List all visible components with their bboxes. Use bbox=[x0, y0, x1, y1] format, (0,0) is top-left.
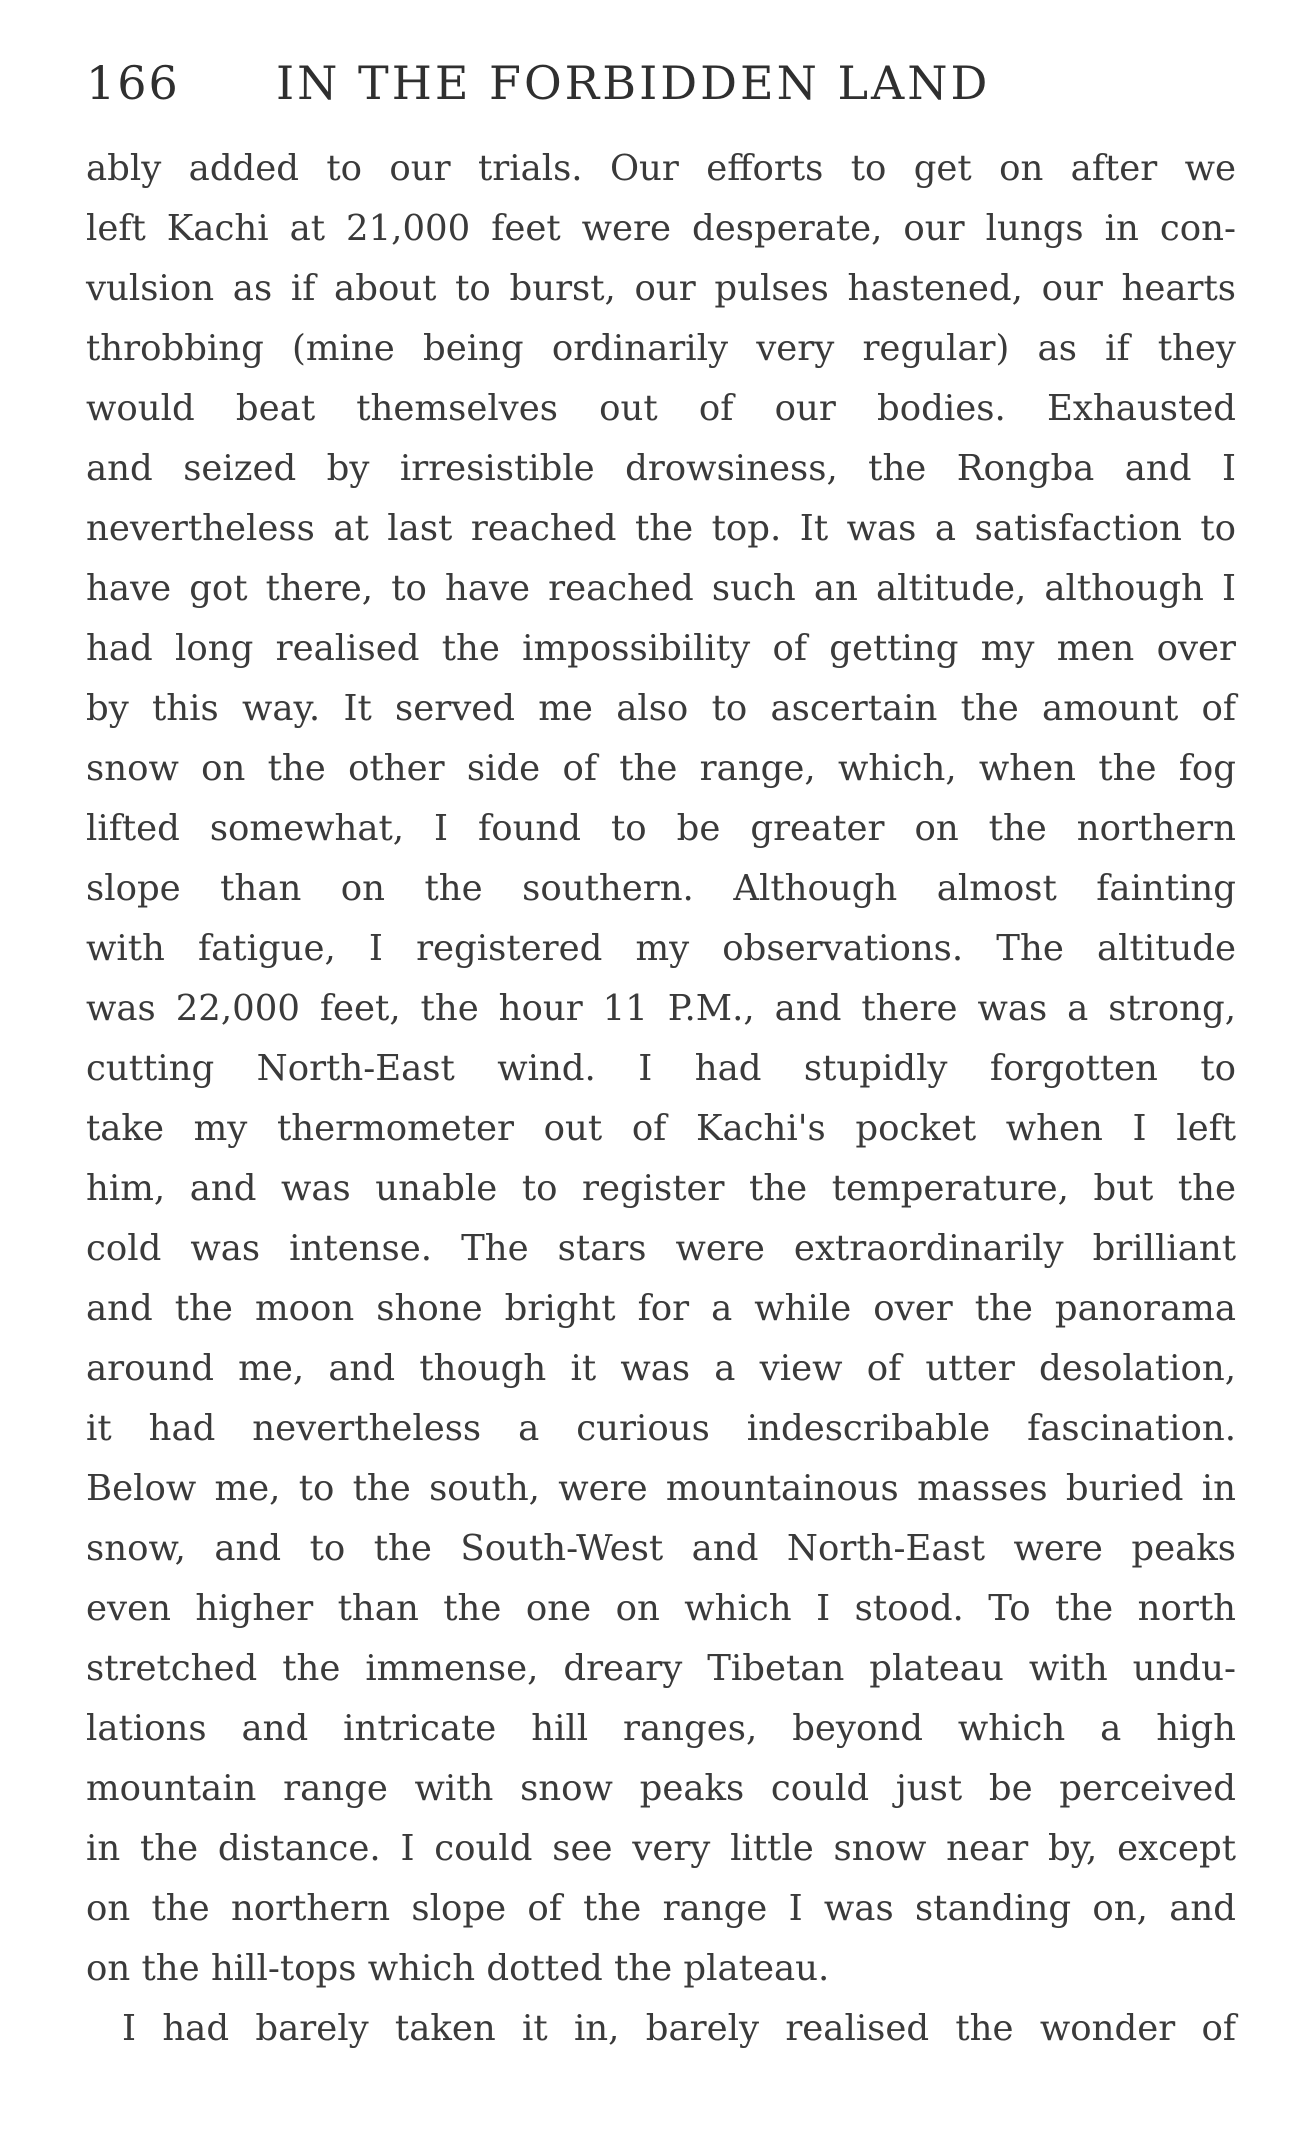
text-line: in the distance. I could see very little snow near by, except bbox=[86, 1828, 1236, 1869]
text-line: slope than on the southern. Although almost fainting bbox=[86, 868, 1236, 909]
text-line: him, and was unable to register the temperature, but the bbox=[86, 1168, 1236, 1209]
text-line: lifted somewhat, I found to be greater on the northern bbox=[86, 808, 1236, 849]
text-line: and seized by irresistible drowsiness, the Rongba and I bbox=[86, 448, 1236, 489]
text-line: ably added to our trials. Our efforts to get on after we bbox=[86, 148, 1236, 189]
text-line: cold was intense. The stars were extraordinarily brilliant bbox=[86, 1228, 1236, 1269]
text-line: cutting North-East wind. I had stupidly forgotten to bbox=[86, 1048, 1236, 1089]
text-line: have got there, to have reached such an altitude, although I bbox=[86, 568, 1236, 609]
running-head bbox=[86, 56, 1236, 116]
text-line: around me, and though it was a view of utter desolation, bbox=[86, 1348, 1236, 1389]
text-line: stretched the immense, dreary Tibetan plateau with undu- bbox=[86, 1648, 1236, 1689]
text-line: by this way. It served me also to ascertain the amount of bbox=[86, 688, 1236, 729]
body-text bbox=[86, 139, 1236, 2059]
text-line: on the northern slope of the range I was standing on, and bbox=[86, 1888, 1236, 1929]
running-title: IN THE FORBIDDEN LAND bbox=[276, 56, 991, 110]
text-line: take my thermometer out of Kachi's pocket when I left bbox=[86, 1108, 1236, 1149]
text-line: Below me, to the south, were mountainous masses buried in bbox=[86, 1468, 1236, 1509]
text-line: with fatigue, I registered my observations. The altitude bbox=[86, 928, 1236, 969]
text-line: mountain range with snow peaks could just be perceived bbox=[86, 1768, 1236, 1809]
text-line-paragraph-end: on the hill-tops which dotted the plateau. bbox=[86, 1948, 830, 1989]
text-line: it had nevertheless a curious indescribable fascination. bbox=[86, 1408, 1236, 1449]
text-line: vulsion as if about to burst, our pulses hastened, our hearts bbox=[86, 268, 1236, 309]
text-line: nevertheless at last reached the top. It was a satisfaction to bbox=[86, 508, 1236, 549]
text-line: would beat themselves out of our bodies. Exhausted bbox=[86, 388, 1236, 429]
text-line-paragraph-start: I had barely taken it in, barely realised the wonder of bbox=[122, 2008, 1236, 2049]
text-line: lations and intricate hill ranges, beyond which a high bbox=[86, 1708, 1236, 1749]
text-line: snow on the other side of the range, which, when the fog bbox=[86, 748, 1236, 789]
text-line: snow, and to the South-West and North-East were peaks bbox=[86, 1528, 1236, 1569]
text-line: throbbing (mine being ordinarily very regular) as if they bbox=[86, 328, 1236, 369]
page-number: 166 bbox=[86, 56, 180, 110]
text-line: had long realised the impossibility of getting my men over bbox=[86, 628, 1236, 669]
text-line: left Kachi at 21,000 feet were desperate, our lungs in con- bbox=[86, 208, 1236, 249]
text-line: and the moon shone bright for a while over the panorama bbox=[86, 1288, 1236, 1329]
text-line: was 22,000 feet, the hour 11 P.M., and there was a strong, bbox=[86, 988, 1236, 1029]
text-line: even higher than the one on which I stood. To the north bbox=[86, 1588, 1236, 1629]
